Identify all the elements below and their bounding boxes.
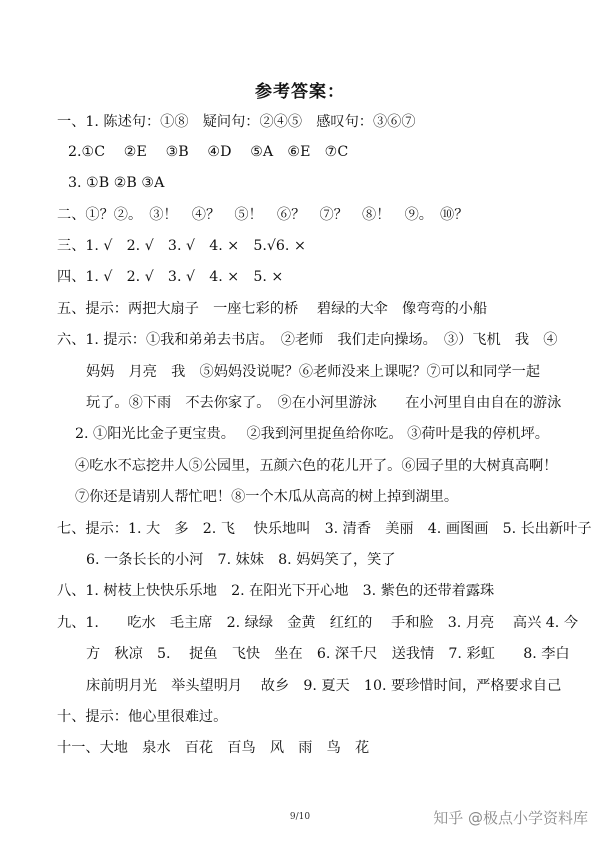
answer-line-15: 6. 一条长长的小河 7. 妹妹 8. 妈妈笑了，笑了 <box>86 552 396 568</box>
answer-line-20: 十、提示：他心里很难过。 <box>57 709 228 725</box>
answer-line-11: 2. ①阳光比金子更宝贵。 ②我到河里捉鱼给你吃。 ③荷叶是我的停机坪。 <box>75 426 549 442</box>
answer-line-1: 一、1. 陈述句：①⑧ 疑问句：②④⑤ 感叹句：③⑥⑦ <box>57 114 416 130</box>
answer-line-3: 3. ①B ②B ③A <box>68 175 165 191</box>
answer-line-6: 四、1. √ 2. √ 3. √ 4. × 5. × <box>57 269 284 285</box>
answer-line-18: 方 秋凉 5. 捉鱼 飞快 坐在 6. 深千尺 送我情 7. 彩虹 8. 李白 <box>86 646 570 662</box>
answer-line-14: 七、提示：1. 大 多 2. 飞 快乐地叫 3. 清香 美丽 4. 画图画 5. 长出新叶子 <box>57 521 592 537</box>
answer-line-8: 六、1. 提示：①我和弟弟去书店。 ②老师 我们走向操场。 ③）飞机 我 ④ <box>57 332 558 348</box>
answer-line-21: 十一、大地 泉水 百花 百鸟 风 雨 鸟 花 <box>57 740 370 756</box>
page-number: 9/10 <box>289 812 311 822</box>
answer-line-7: 五、提示：两把大扇子 一座七彩的桥 碧绿的大伞 像弯弯的小船 <box>57 301 488 317</box>
answer-line-4: 二、①？②。 ③！ ④？ ⑤！ ⑥？ ⑦？ ⑧！ ⑨。 ⑩？ <box>57 207 469 223</box>
answer-line-10: 玩了。⑧下雨 不去你家了。 ⑨在小河里游泳 在小河里自由自在的游泳 <box>86 395 562 411</box>
watermark: 知乎 @极点小学资料库 <box>433 809 588 827</box>
answer-line-9: 妈妈 月亮 我 ⑤妈妈没说呢？⑥老师没来上课呢？⑦可以和同学一起 <box>86 364 541 380</box>
answer-line-12: ④吃水不忘挖井人⑤公园里，五颜六色的花儿开了。⑥园子里的大树真高啊！ <box>75 458 558 474</box>
answer-line-16: 八、1. 树枝上快快乐乐地 2. 在阳光下开心地 3. 紫色的还带着露珠 <box>57 583 495 599</box>
answer-line-5: 三、1. √ 2. √ 3. √ 4. × 5.√6. × <box>57 238 306 254</box>
page-title: 参考答案： <box>255 82 345 102</box>
answer-line-13: ⑦你还是请别人帮忙吧！⑧一个木瓜从高高的树上掉到湖里。 <box>75 489 459 505</box>
answer-line-17: 九、1. 吃水 毛主席 2. 绿绿 金黄 红红的 手和脸 3. 月亮 高兴 4. 今 <box>57 615 579 631</box>
answer-line-19: 床前明月光 举头望明月 故乡 9. 夏天 10. 要珍惜时间，严格要求自己 <box>86 678 562 694</box>
answer-line-2: 2.①C ②E ③B ④D ⑤A ⑥E ⑦C <box>68 144 349 160</box>
